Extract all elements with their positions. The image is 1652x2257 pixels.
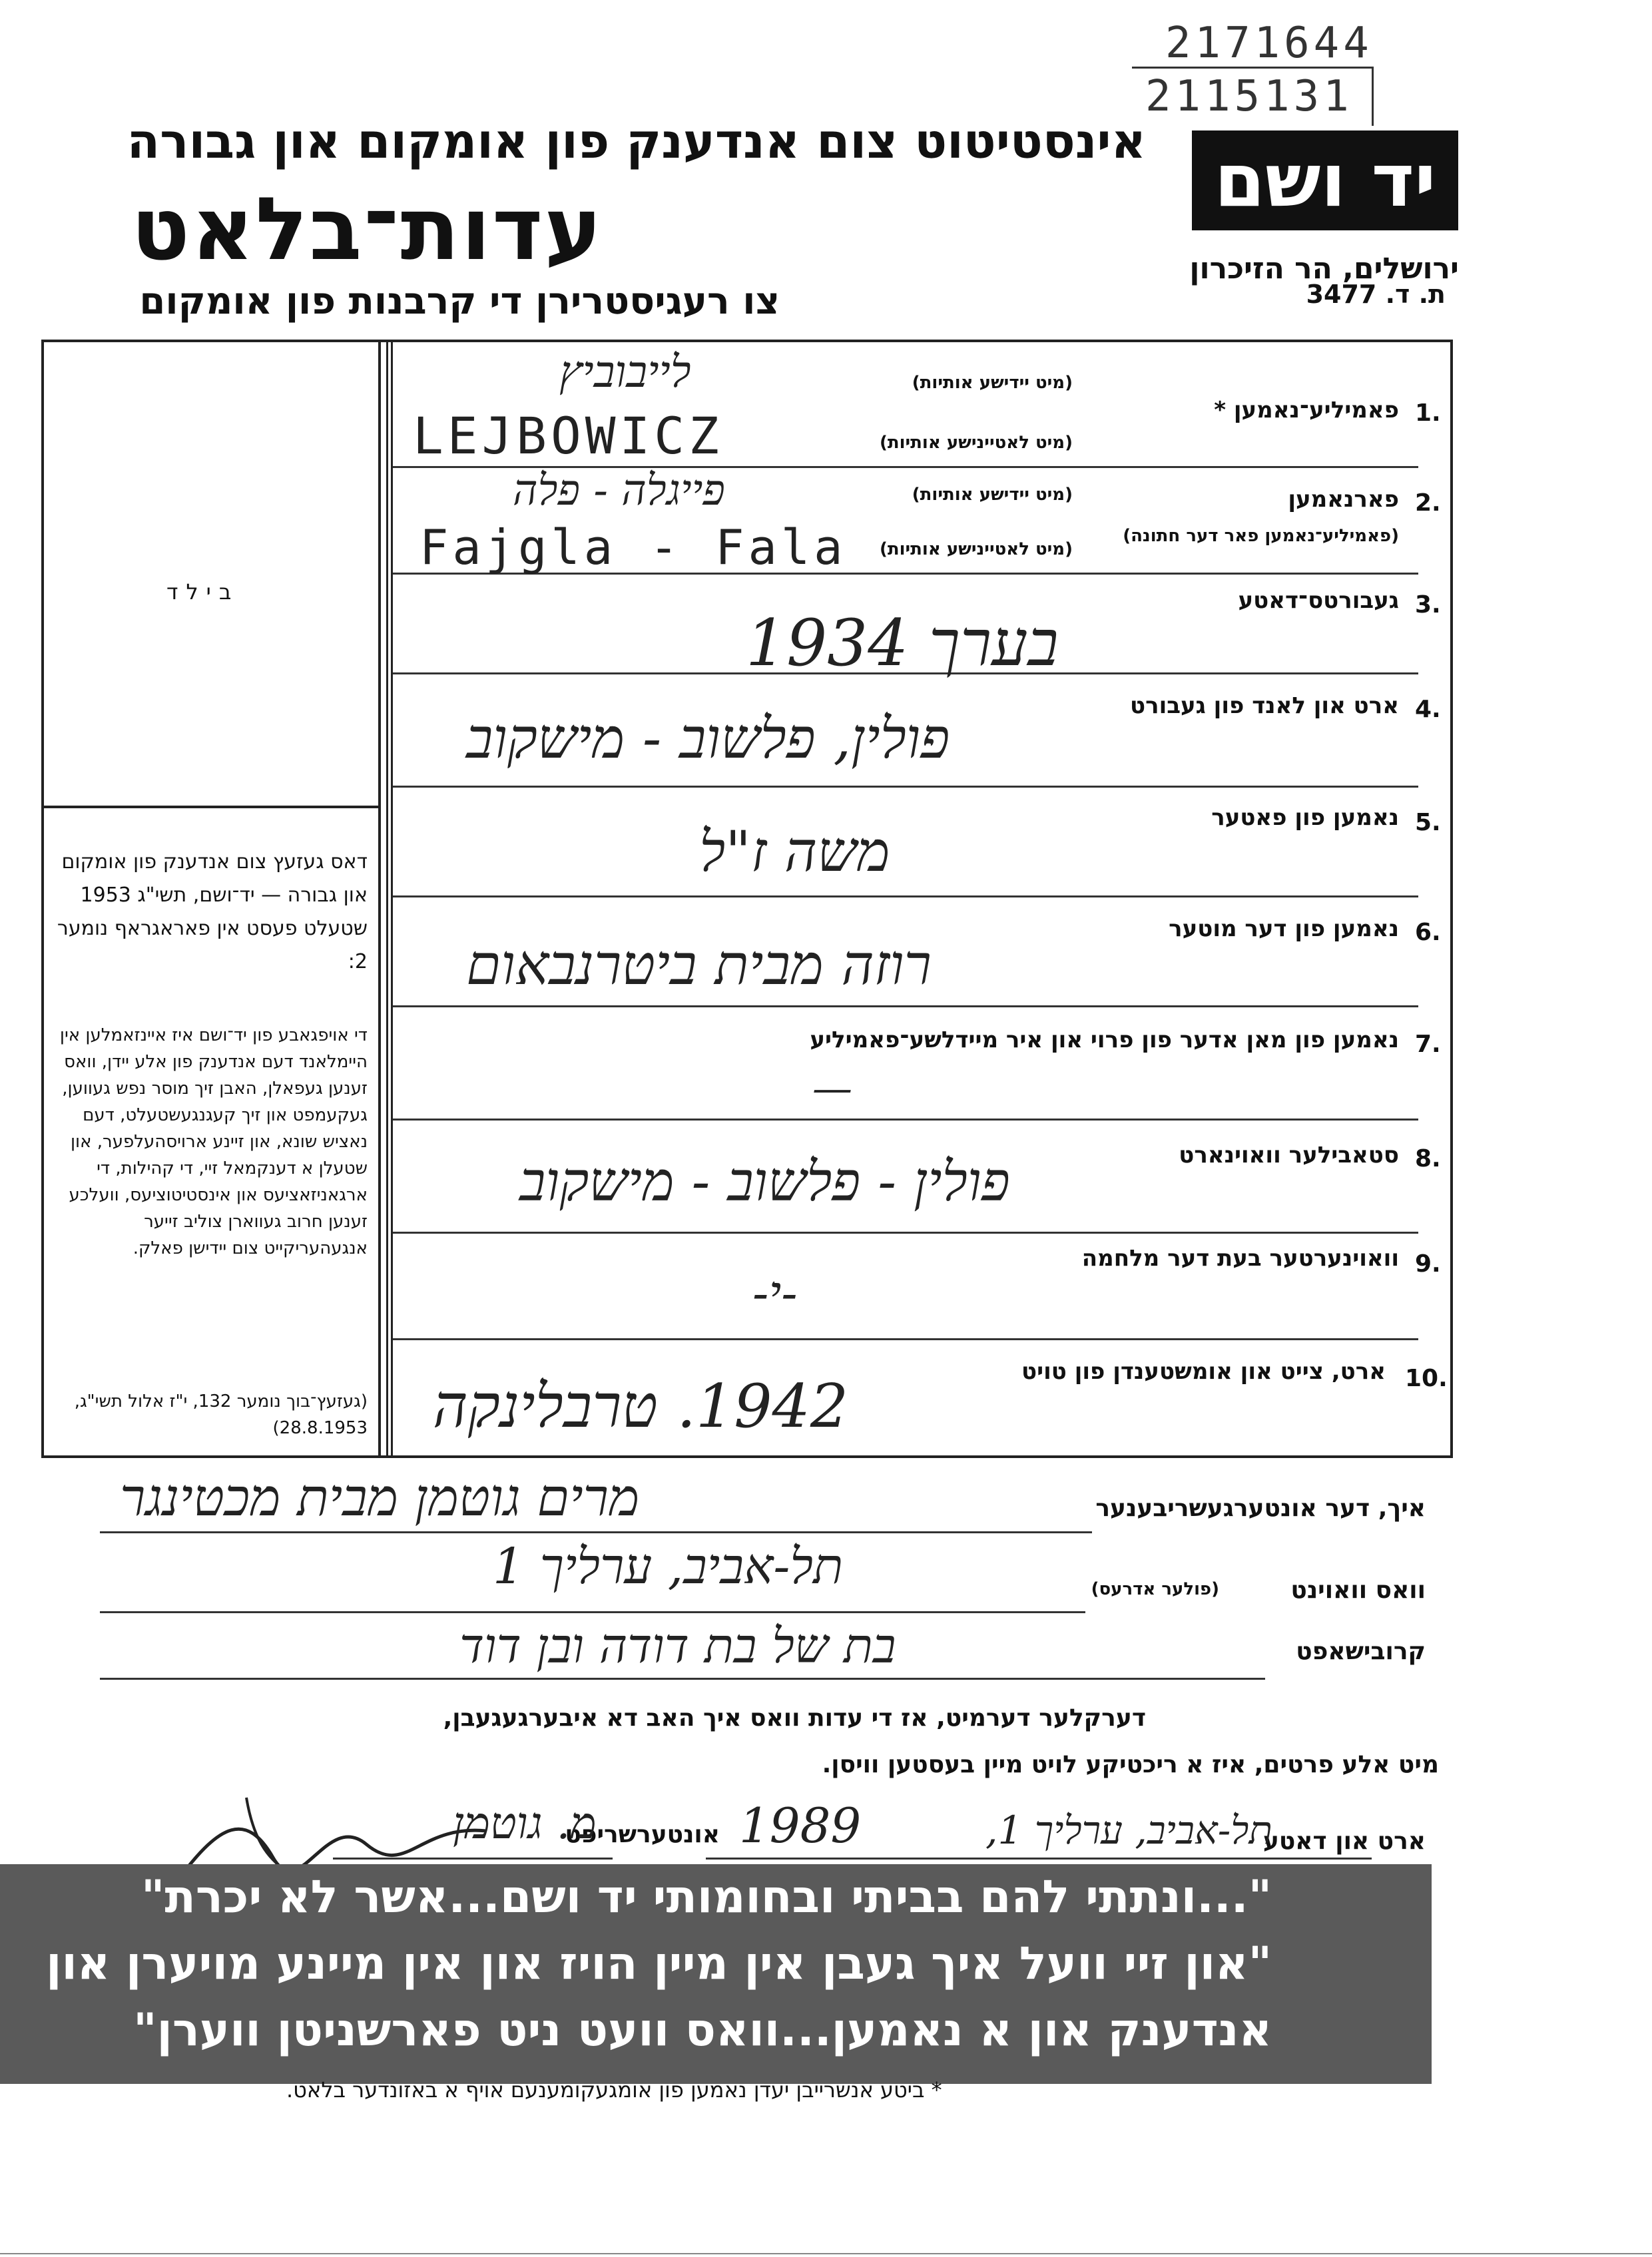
informant-name-value[interactable]: מרים גוטמן מבית מכטינגר [120,1468,640,1528]
field-1-label: פאמיליע־נאמען * [1214,397,1399,423]
signature-value[interactable]: מ. גוטמן [453,1798,597,1849]
institute-title: אינסטיטוט צום אנדענק פון אומקום און גבורה [127,113,1146,169]
photo-box [44,342,378,808]
logo-pobox: ת. ד. 3477 [1306,280,1446,309]
declaration-line-1: דערקלער דערמיט, אז די עדות וואס איך האב דא איבערגעגעבן, [443,1704,1146,1732]
informant-address-label: וואס וואוינט [1290,1577,1426,1604]
document-number-secondary: 2115131 [1145,72,1353,121]
row-divider [393,786,1418,788]
field-2-value-latin[interactable]: Fajgla - Fala [419,519,847,575]
banner-line-3: אנדענק און א נאמען...וואס וועט ניט פארשניטן ווערן" [133,2004,1272,2057]
informant-relation-line [100,1678,1265,1680]
yad-vashem-logo: יד ושם [1192,130,1458,230]
informant-name-line [100,1531,1092,1533]
banner-line-1: "...ונתתי להם בביתי ובחומותי יד ושם...אשר לא יכרת" [140,1871,1272,1923]
field-7-label: נאמען פון מאן אדער פון פרוי און איר מיידלשע־פאמיליע [810,1027,1399,1053]
declaration-line-2: מיט אלע פרטים, איז א ריכטיקע לויט מיין בעסטען וויסן. [822,1751,1439,1778]
field-9-value[interactable]: -י- [752,1265,798,1321]
field-3-number: 3. [1415,591,1441,619]
place-date-value[interactable]: תל-אביב, ערליך 1, [985,1808,1272,1853]
banner-line-2: "און זיי וועל איך געבן אין מיין הויז און אין מיינע מויערן און [46,1937,1272,1990]
form-subtitle: צו רעגיסטרירן די קרבנות פון אומקום [139,280,780,323]
field-1-number: 1. [1415,399,1441,427]
field-10-number: 10. [1405,1365,1448,1392]
field-6-number: 6. [1415,919,1441,946]
field-2-sublabel: (פאמיליע־נאמען פאר דער חתונה) [1123,526,1399,546]
law-text: דאס געזעץ צום אנדענק פון אומקום און גבורה — יד־ושם, תשי"ג 1953 שטעלט פעסט אין פאראגראף נומער 2: [57,850,368,973]
bottom-rule [0,2253,1652,2254]
field-8-value[interactable]: פולין - פלשוב - מישקוב [519,1150,1010,1214]
place-date-line [706,1858,1372,1860]
informant-relation-value[interactable]: בת של בת דודה ובן דוד [459,1618,896,1674]
signature-label: אונטערשריפט [565,1821,720,1848]
field-6-label: נאמען פון דער מוטער [1169,915,1399,942]
field-9-number: 9. [1415,1250,1441,1278]
place-date-year[interactable]: 1989 [739,1798,862,1854]
informant-address-line [100,1611,1085,1613]
field-2-hint-yiddish: (מיט יידישע אותיות) [912,485,1073,505]
row-divider [393,895,1418,897]
field-3-label: געבורטס־דאטע [1238,587,1399,614]
field-4-number: 4. [1415,696,1441,723]
field-4-label: ארט און לאנד פון געבורט [1130,692,1399,719]
field-6-value[interactable]: רוזה מבית ביטרנבאום [466,932,932,997]
law-declaration: די אויפגאבע פון יד־ושם איז איינזאמלען אין היימלאנד דעם אנדענק פון אלע יידן, וואס זענען געפאלן, האבן זיך מוסר נפש געווען, געקעמפט און זיך קעגנגעשטעלט, דעם נאציש שונא, און זיינע ארויסהעלפער, און שטעלן א דענקמאל זיי, די קהילות, די ארגאניזאציעס און אינסטיטוציעס, וועלכע זענען חרוב געווארן צוליב זייער אנגעהעריקייט צום יידישן פאלק. [59,1025,368,1258]
informant-address-hint: (פולער אדרעס) [1091,1579,1219,1599]
field-1-value-latin[interactable]: LEJBOWICZ [413,406,723,465]
field-10-value[interactable]: 1942. טרבלינקה [433,1372,849,1441]
field-2-number: 2. [1415,489,1441,517]
row-divider [393,1119,1418,1121]
column-divider [386,340,393,1458]
field-10-label: ארט, צייט און אומשטענדן פון טויט [1021,1358,1386,1385]
field-2-hint-latin: (מיט לאטיינישע אותיות) [879,539,1073,559]
field-7-value[interactable]: — [812,1065,852,1112]
law-reference: (געזעץ־בוך נומער 132, י"ז אלול תשי"ג, 28.8.1953) [74,1391,368,1438]
quote-banner [0,1864,1432,2084]
field-1-hint-yiddish: (מיט יידישע אותיות) [912,373,1073,393]
row-divider [393,1338,1418,1340]
field-3-value[interactable]: בערך 1934 [746,606,1059,680]
logo-address: ירושלים, הר הזיכרון [1189,252,1459,286]
field-2-label: פארנאמען [1288,486,1399,513]
place-date-label: ארט און דאטע [1262,1828,1426,1855]
field-5-label: נאמען פון פאטער [1211,804,1399,831]
informant-relation-label: קרובישאפט [1296,1638,1426,1665]
photo-label: בילד [166,579,240,605]
field-8-label: סטאבילער וואוינארט [1179,1142,1399,1168]
row-divider [393,1232,1418,1234]
informant-name-label: איך, דער אונטערגעשריבענער [1095,1495,1426,1522]
field-9-label: וואוינערטער בעת דער מלחמה [1081,1245,1399,1272]
field-5-number: 5. [1415,809,1441,836]
field-2-value-yiddish[interactable]: פייגלה - פלה [513,466,725,515]
field-8-number: 8. [1415,1145,1441,1172]
field-1-hint-latin: (מיט לאטיינישע אותיות) [879,433,1073,453]
field-5-value[interactable]: משה ז"ל [699,819,890,884]
informant-address-value[interactable]: תל-אביב, ערליך 1 [493,1538,844,1595]
field-1-value-yiddish[interactable]: לייבוביץ [559,346,691,397]
row-divider [393,1005,1418,1007]
field-4-value[interactable]: פולין, פלשוב - מישקוב [466,706,950,771]
document-number-primary: 2171644 [1165,19,1373,68]
field-7-number: 7. [1415,1031,1441,1058]
footnote: * ביטע אנשרייבן יעדן נאמען פון אומגעקומענעם אויף א באזונדער בלאט. [286,2077,942,2103]
form-title: עדות־בלאט [131,178,603,280]
